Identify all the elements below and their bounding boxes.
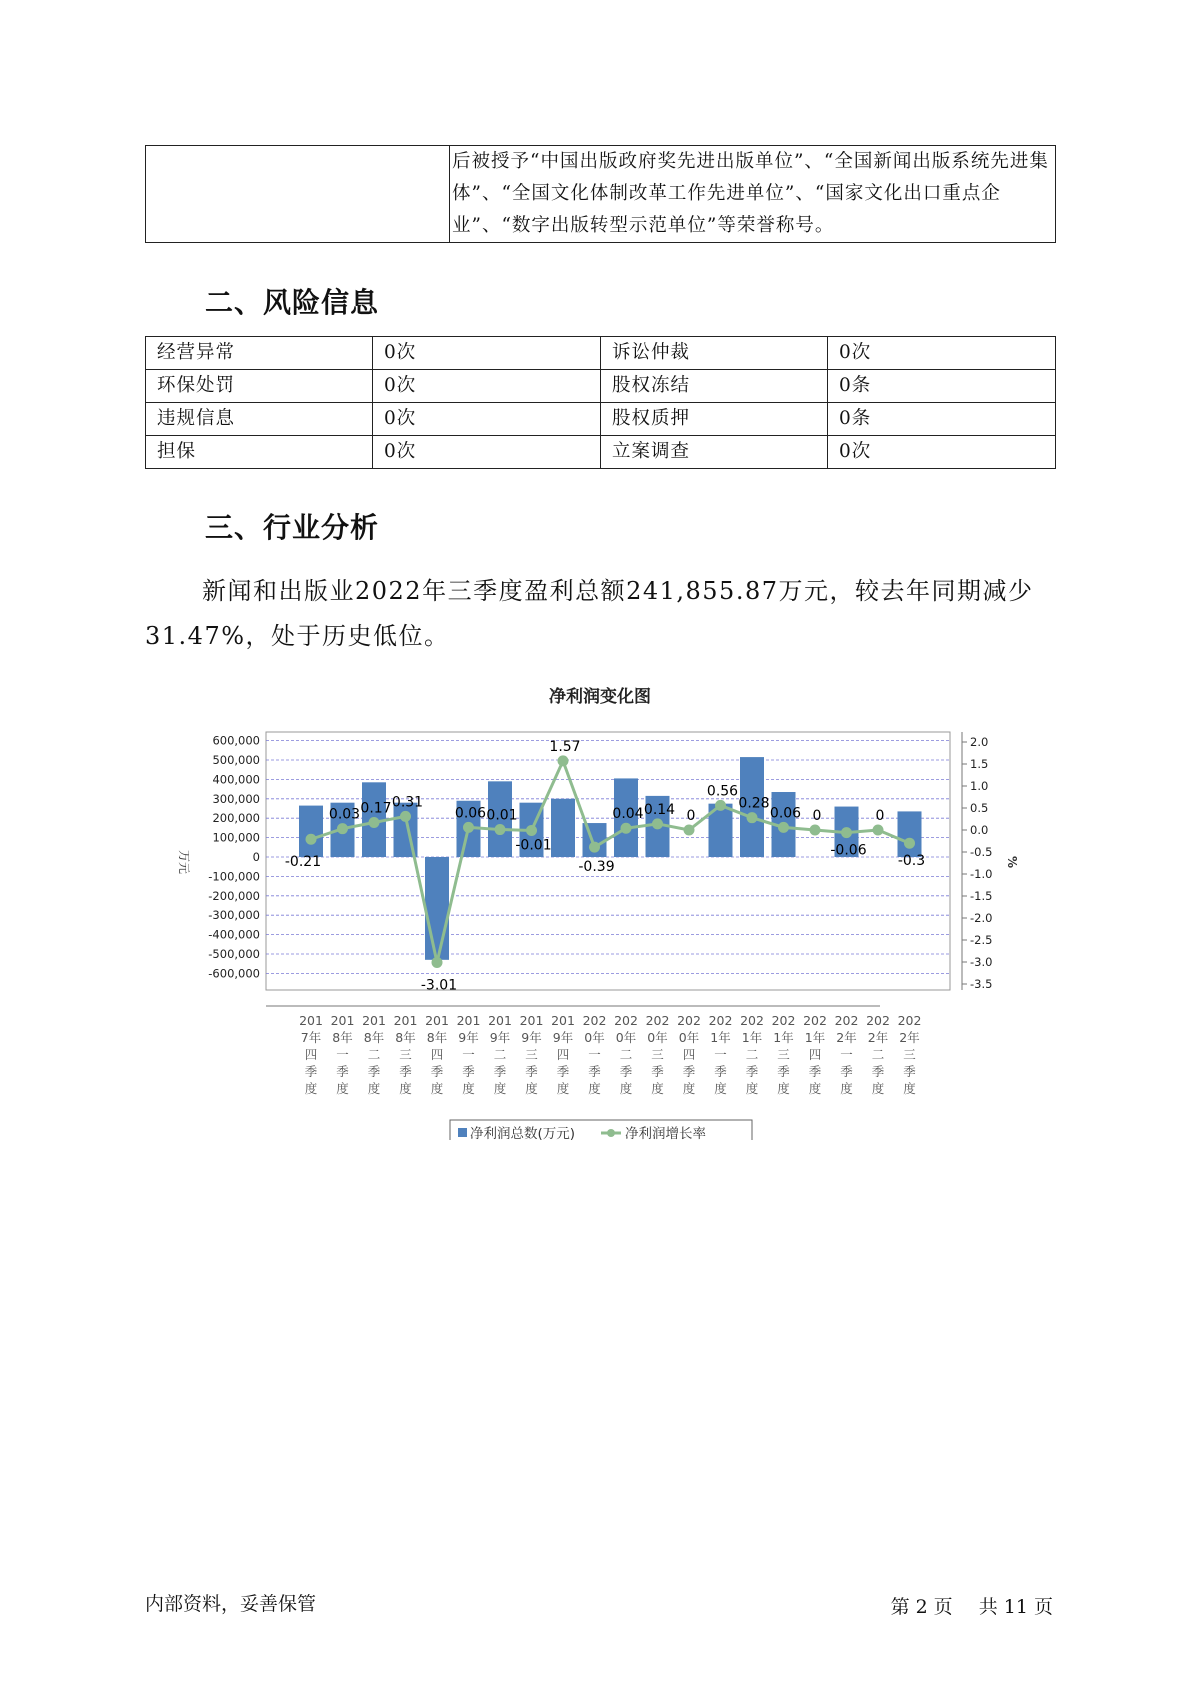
chart-svg: [170, 680, 1030, 1140]
x-tick-label: 季: [462, 1064, 475, 1079]
honors-text: 后被授予“中国出版政府奖先进出版单位”、“全国新闻出版系统先进集体”、“全国文化体制改革工作先进单位”、“国家文化出口重点企业”、“数字出版转型示范单位”等荣誉称号。: [450, 146, 1056, 243]
x-tick-label: 8年: [363, 1030, 385, 1045]
x-tick-label: 度: [493, 1081, 507, 1096]
empty-cell: [146, 146, 450, 243]
y-right-tick-label: -0.5: [970, 845, 993, 859]
y-right-tick-label: 1.5: [970, 757, 989, 771]
risk-label: 担保: [146, 436, 373, 469]
growth-data-label: 0.01: [486, 807, 518, 824]
y-right-tick-label: -1.0: [970, 867, 993, 881]
y-left-tick-label: 400,000: [212, 772, 260, 787]
table-row: [146, 436, 1056, 469]
x-tick-label: 9年: [552, 1030, 574, 1045]
x-tick-label: 四: [556, 1047, 570, 1062]
growth-data-label: 0.06: [769, 805, 802, 822]
growth-data-label: 0: [812, 808, 822, 824]
x-tick-label: 201: [362, 1013, 386, 1028]
growth-data-label: -0.21: [284, 854, 322, 871]
x-tick-label: 1年: [773, 1030, 794, 1045]
x-tick-label: 202: [771, 1013, 796, 1028]
growth-data-label: 0: [686, 808, 696, 824]
x-tick-label: 度: [367, 1081, 381, 1096]
x-tick-label: 201: [551, 1013, 575, 1028]
x-tick-label: 2年: [836, 1030, 857, 1045]
x-tick-label: 季: [588, 1064, 601, 1079]
page-label: 页: [933, 1596, 953, 1618]
growth-data-label: 0.31: [391, 794, 424, 811]
x-tick-label: 202: [614, 1013, 638, 1028]
page-label: 第: [890, 1596, 910, 1618]
x-tick-label: 度: [462, 1081, 475, 1096]
growth-data-label: 0: [875, 808, 885, 824]
x-tick-label: 四: [808, 1047, 822, 1062]
y-left-tick-label: -100,000: [208, 869, 260, 884]
x-tick-label: 季: [430, 1064, 444, 1079]
section-heading-industry: 三、行业分析: [205, 511, 380, 544]
x-tick-label: 三: [399, 1047, 412, 1062]
growth-data-label: 0.56: [706, 783, 739, 800]
company-info-table: [145, 145, 1056, 243]
y-left-tick-label: 100,000: [212, 830, 260, 845]
y-left-axis-title: 万元: [177, 849, 191, 875]
risk-value: 0次: [373, 403, 601, 436]
growth-data-label: -0.06: [830, 842, 867, 859]
x-tick-label: 季: [714, 1064, 727, 1079]
x-tick-label: 季: [367, 1064, 381, 1079]
x-tick-label: 201: [456, 1013, 481, 1028]
x-tick-label: 四: [682, 1047, 696, 1062]
x-tick-label: 度: [430, 1081, 444, 1096]
y-right-tick-label: -3.0: [970, 955, 993, 969]
x-tick-label: 度: [556, 1081, 570, 1096]
footer-confidential: 内部资料，妥善保管: [145, 1593, 317, 1615]
y-right-tick-label: -2.5: [970, 933, 993, 947]
x-tick-label: 度: [871, 1081, 885, 1096]
x-tick-label: 7年: [300, 1030, 322, 1045]
x-tick-label: 201: [299, 1013, 323, 1028]
bar: [551, 799, 575, 857]
growth-data-label: 0.14: [643, 801, 676, 818]
x-tick-label: 202: [740, 1013, 764, 1028]
x-tick-label: 季: [777, 1064, 790, 1079]
growth-point: [841, 827, 852, 838]
y-left-tick-label: -400,000: [208, 927, 260, 942]
risk-label: 立案调查: [601, 436, 828, 469]
legend-bar-swatch: [458, 1128, 467, 1137]
growth-point: [558, 755, 569, 766]
x-tick-label: 季: [745, 1064, 759, 1079]
y-left-tick-label: -300,000: [208, 908, 260, 923]
growth-point: [715, 800, 726, 811]
growth-point: [747, 812, 758, 823]
x-tick-label: 8年: [395, 1030, 416, 1045]
x-tick-label: 度: [840, 1081, 853, 1096]
x-tick-label: 一: [840, 1047, 853, 1062]
y-left-tick-label: 300,000: [212, 791, 260, 806]
x-tick-label: 季: [493, 1064, 507, 1079]
y-left-tick-label: 500,000: [212, 753, 260, 767]
x-tick-label: 度: [336, 1081, 349, 1096]
x-tick-label: 202: [677, 1013, 701, 1028]
growth-data-label: 0.04: [612, 806, 644, 823]
growth-point: [463, 822, 474, 833]
table-row: [146, 337, 1056, 370]
y-left-tick-label: 200,000: [212, 811, 260, 826]
risk-value: 0条: [828, 403, 1056, 436]
growth-point: [621, 823, 632, 834]
x-tick-label: 202: [645, 1013, 670, 1028]
growth-data-label: 1.57: [549, 738, 581, 755]
x-tick-label: 202: [866, 1013, 890, 1028]
growth-data-label: -3.01: [420, 977, 458, 994]
x-tick-label: 9年: [458, 1030, 479, 1045]
bar: [898, 811, 922, 857]
x-tick-label: 度: [619, 1081, 633, 1096]
x-tick-label: 季: [840, 1064, 853, 1079]
x-tick-label: 二: [745, 1047, 759, 1062]
growth-point: [904, 838, 915, 849]
risk-value: 0次: [373, 436, 601, 469]
legend-line-label: 净利润增长率: [625, 1126, 706, 1140]
x-tick-label: 三: [651, 1047, 664, 1062]
risk-label: 股权冻结: [601, 370, 828, 403]
x-tick-label: 202: [897, 1013, 922, 1028]
x-tick-label: 度: [903, 1081, 916, 1096]
y-left-tick-label: -500,000: [208, 947, 260, 961]
y-right-tick-label: -1.5: [970, 889, 993, 903]
x-tick-label: 0年: [584, 1030, 605, 1045]
x-tick-label: 季: [619, 1064, 633, 1079]
x-tick-label: 2年: [899, 1030, 920, 1045]
y-right-tick-label: -3.5: [970, 977, 993, 991]
growth-data-label: -0.01: [515, 837, 552, 854]
x-tick-label: 一: [462, 1047, 475, 1062]
x-tick-label: 201: [425, 1013, 449, 1028]
growth-point: [495, 824, 506, 835]
page-num: 2: [915, 1596, 928, 1618]
x-tick-label: 度: [682, 1081, 696, 1096]
x-tick-label: 二: [367, 1047, 381, 1062]
x-tick-label: 201: [330, 1013, 355, 1028]
table-row: [146, 370, 1056, 403]
x-tick-label: 9年: [489, 1030, 511, 1045]
x-tick-label: 2年: [867, 1030, 889, 1045]
x-tick-label: 一: [714, 1047, 727, 1062]
x-tick-label: 202: [582, 1013, 607, 1028]
x-tick-label: 1年: [804, 1030, 826, 1045]
x-tick-label: 一: [336, 1047, 349, 1062]
x-tick-label: 201: [488, 1013, 512, 1028]
x-tick-label: 度: [808, 1081, 822, 1096]
x-tick-label: 度: [777, 1081, 790, 1096]
x-tick-label: 季: [525, 1064, 538, 1079]
x-tick-label: 202: [803, 1013, 827, 1028]
x-tick-label: 0年: [647, 1030, 668, 1045]
y-right-tick-label: 0.5: [970, 801, 989, 815]
growth-point: [400, 811, 411, 822]
chart-title: 净利润变化图: [549, 687, 651, 707]
x-tick-label: 一: [588, 1047, 601, 1062]
risk-label: 诉讼仲裁: [601, 337, 828, 370]
risk-label: 环保处罚: [146, 370, 373, 403]
growth-data-label: -0.3: [897, 853, 926, 870]
x-tick-label: 度: [304, 1081, 318, 1096]
x-tick-label: 二: [493, 1047, 507, 1062]
risk-info-table: [145, 336, 1056, 469]
x-tick-label: 季: [871, 1064, 885, 1079]
y-left-tick-label: -200,000: [208, 888, 260, 903]
risk-value: 0条: [828, 370, 1056, 403]
footer-page-number: [888, 1592, 1056, 1619]
x-tick-label: 0年: [615, 1030, 637, 1045]
growth-point: [652, 818, 663, 829]
x-tick-label: 二: [871, 1047, 885, 1062]
x-tick-label: 季: [304, 1064, 318, 1079]
x-tick-label: 季: [651, 1064, 664, 1079]
total-label: 共: [978, 1596, 998, 1618]
x-tick-label: 度: [399, 1081, 412, 1096]
growth-point: [526, 825, 537, 836]
x-tick-label: 三: [777, 1047, 790, 1062]
x-tick-label: 8年: [426, 1030, 448, 1045]
x-tick-label: 三: [525, 1047, 538, 1062]
growth-data-label: 0.03: [328, 806, 361, 823]
x-tick-label: 度: [588, 1081, 601, 1096]
x-tick-label: 季: [556, 1064, 570, 1079]
growth-point: [778, 822, 789, 833]
risk-value: 0次: [828, 337, 1056, 370]
growth-point: [873, 825, 884, 836]
growth-data-label: 0.17: [360, 800, 392, 817]
x-tick-label: 0年: [678, 1030, 700, 1045]
industry-paragraph: 新闻和出版业2022年三季度盈利总额241,855.87万元，较去年同期减少31.47%，处于历史低位。: [145, 577, 1034, 650]
x-tick-label: 三: [903, 1047, 916, 1062]
x-tick-label: 季: [682, 1064, 696, 1079]
growth-point: [369, 817, 380, 828]
x-tick-label: 1年: [710, 1030, 731, 1045]
growth-data-label: -0.39: [578, 859, 615, 876]
x-tick-label: 四: [304, 1047, 318, 1062]
x-tick-label: 季: [903, 1064, 916, 1079]
growth-point: [306, 834, 317, 845]
growth-data-label: 0.28: [738, 795, 770, 812]
x-tick-label: 202: [708, 1013, 733, 1028]
x-tick-label: 9年: [521, 1030, 542, 1045]
x-tick-label: 季: [336, 1064, 349, 1079]
x-tick-label: 季: [399, 1064, 412, 1079]
y-right-tick-label: -2.0: [970, 911, 993, 925]
y-left-tick-label: 600,000: [212, 733, 260, 748]
legend-line-marker: [607, 1129, 615, 1137]
x-tick-label: 202: [834, 1013, 859, 1028]
table-row: [146, 403, 1056, 436]
x-tick-label: 201: [519, 1013, 544, 1028]
risk-value: 0次: [828, 436, 1056, 469]
section-heading-risk: 二、风险信息: [205, 286, 380, 319]
x-tick-label: 四: [430, 1047, 444, 1062]
growth-point: [810, 825, 821, 836]
risk-value: 0次: [373, 370, 601, 403]
total-num: 11: [1003, 1596, 1028, 1618]
risk-value: 0次: [373, 337, 601, 370]
growth-point: [684, 825, 695, 836]
growth-point: [337, 823, 348, 834]
growth-data-label: 0.06: [454, 805, 487, 822]
risk-label: 股权质押: [601, 403, 828, 436]
x-tick-label: 1年: [741, 1030, 763, 1045]
x-tick-label: 度: [745, 1081, 759, 1096]
x-tick-label: 度: [714, 1081, 727, 1096]
x-tick-label: 201: [393, 1013, 418, 1028]
x-tick-label: 季: [808, 1064, 822, 1079]
total-label: 页: [1033, 1596, 1053, 1618]
x-tick-label: 二: [619, 1047, 633, 1062]
bar: [425, 857, 449, 960]
x-tick-label: 度: [525, 1081, 538, 1096]
bar: [299, 806, 323, 857]
risk-label: 违规信息: [146, 403, 373, 436]
y-right-axis-title: %: [1005, 855, 1019, 869]
legend-bar-label: 净利润总数(万元): [470, 1126, 576, 1140]
growth-point: [432, 957, 443, 968]
y-right-tick-label: 0.0: [970, 823, 989, 837]
x-tick-label: 度: [651, 1081, 664, 1096]
y-left-tick-label: 0: [252, 850, 260, 864]
y-right-tick-label: 2.0: [970, 735, 989, 749]
y-right-tick-label: 1.0: [970, 779, 989, 793]
x-tick-label: 8年: [332, 1030, 353, 1045]
growth-point: [589, 842, 600, 853]
net-profit-chart: [170, 680, 1030, 1140]
y-left-tick-label: -600,000: [208, 966, 260, 981]
risk-label: 经营异常: [146, 337, 373, 370]
